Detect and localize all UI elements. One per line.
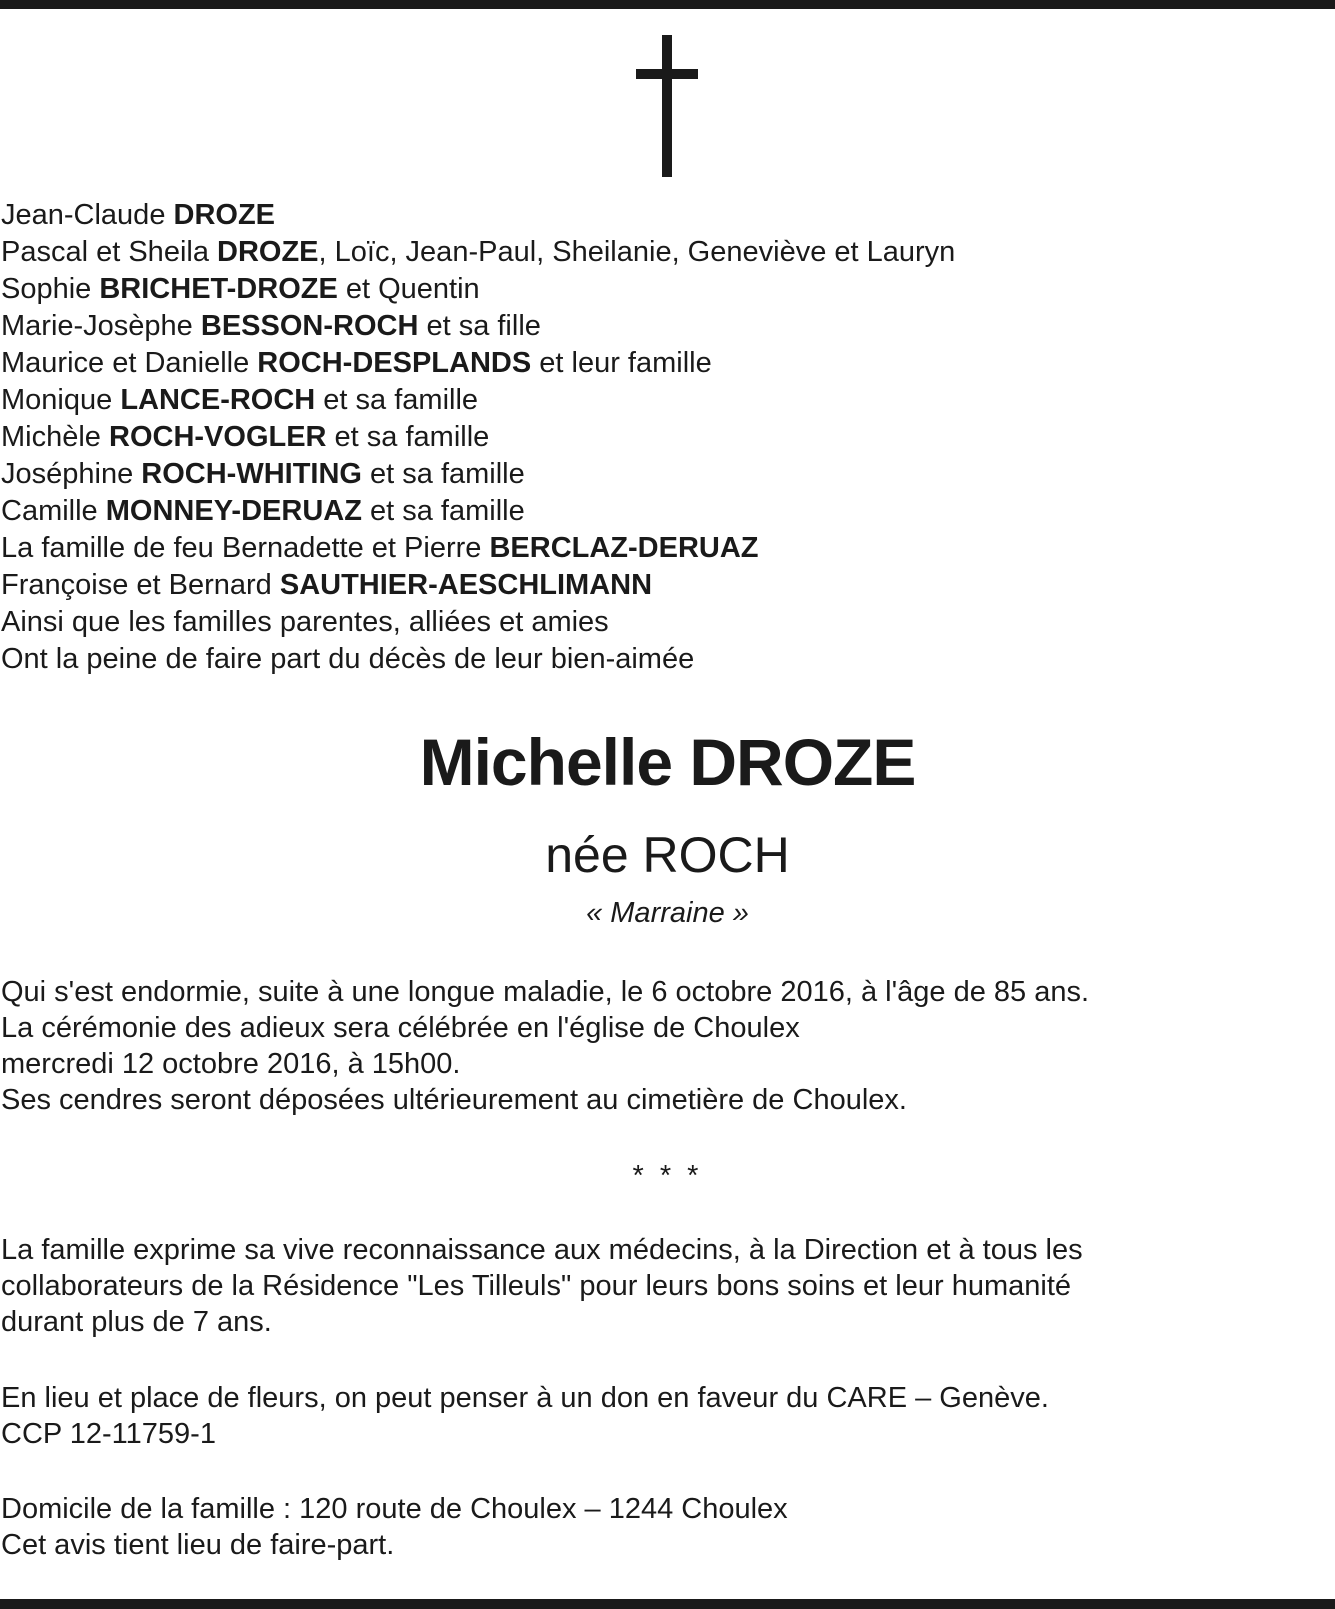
mourner-line: Ainsi que les familles parentes, alliées et amies (1, 606, 609, 638)
deceased-nickname: « Marraine » (586, 897, 749, 929)
mourner-line: Joséphine ROCH-WHITING et sa famille (1, 458, 525, 490)
announcement-paragraph (1, 974, 1321, 1118)
mourner-line: Camille MONNEY-DERUAZ et sa famille (1, 495, 525, 527)
thanks-line: durant plus de 7 ans. (1, 1306, 272, 1338)
mourner-line: Marie-Josèphe BESSON-ROCH et sa fille (1, 310, 541, 342)
mourner-line: La famille de feu Bernadette et Pierre BERCLAZ-DERUAZ (1, 532, 759, 564)
thanks-line: La famille exprime sa vive reconnaissance aux médecins, à la Direction et à tous les (1, 1234, 1083, 1266)
mourner-line: Monique LANCE-ROCH et sa famille (1, 384, 479, 416)
mourner-line: Maurice et Danielle ROCH-DESPLANDS et leur famille (1, 347, 712, 379)
section-separator: * * * (632, 1160, 703, 1192)
bottom-border-rule (0, 1599, 1335, 1609)
announcement-line: La cérémonie des adieux sera célébrée en l'église de Choulex (1, 1012, 800, 1044)
mourner-line: Sophie BRICHET-DROZE et Quentin (1, 273, 480, 305)
donation-paragraph (1, 1380, 1321, 1452)
birth-name: née ROCH (545, 827, 790, 883)
announcement-line: mercredi 12 octobre 2016, à 15h00. (1, 1048, 461, 1080)
thanks-line: collaborateurs de la Résidence "Les Tilleuls" pour leurs bons soins et leur humanité (1, 1270, 1072, 1302)
mourner-line: Ont la peine de faire part du décès de leur bien-aimée (1, 643, 695, 675)
cross-icon (636, 35, 698, 177)
mourner-line: Jean-Claude DROZE (1, 199, 275, 231)
family-address-line: Domicile de la famille : 120 route de Choulex – 1244 Choulex (1, 1493, 788, 1525)
deceased-name: Michelle DROZE (419, 725, 916, 799)
announcement-line: Qui s'est endormie, suite à une longue maladie, le 6 octobre 2016, à l'âge de 85 ans. (1, 976, 1090, 1008)
notice-statement-line: Cet avis tient lieu de faire-part. (1, 1529, 395, 1561)
announcement-line: Ses cendres seront déposées ultérieurement au cimetière de Choulex. (1, 1084, 907, 1116)
mourner-line: Pascal et Sheila DROZE, Loïc, Jean-Paul, Sheilanie, Geneviève et Lauryn (1, 236, 956, 268)
closing-paragraph (1, 1491, 1321, 1563)
donation-line: En lieu et place de fleurs, on peut penser à un don en faveur du CARE – Genève. (1, 1382, 1049, 1414)
mourners-list (1, 197, 1321, 678)
thanks-paragraph (1, 1232, 1321, 1340)
mourner-line: Françoise et Bernard SAUTHIER-AESCHLIMANN (1, 569, 653, 601)
top-border-rule (0, 0, 1335, 9)
donation-ccp-line: CCP 12-11759-1 (1, 1418, 216, 1450)
mourner-line: Michèle ROCH-VOGLER et sa famille (1, 421, 490, 453)
